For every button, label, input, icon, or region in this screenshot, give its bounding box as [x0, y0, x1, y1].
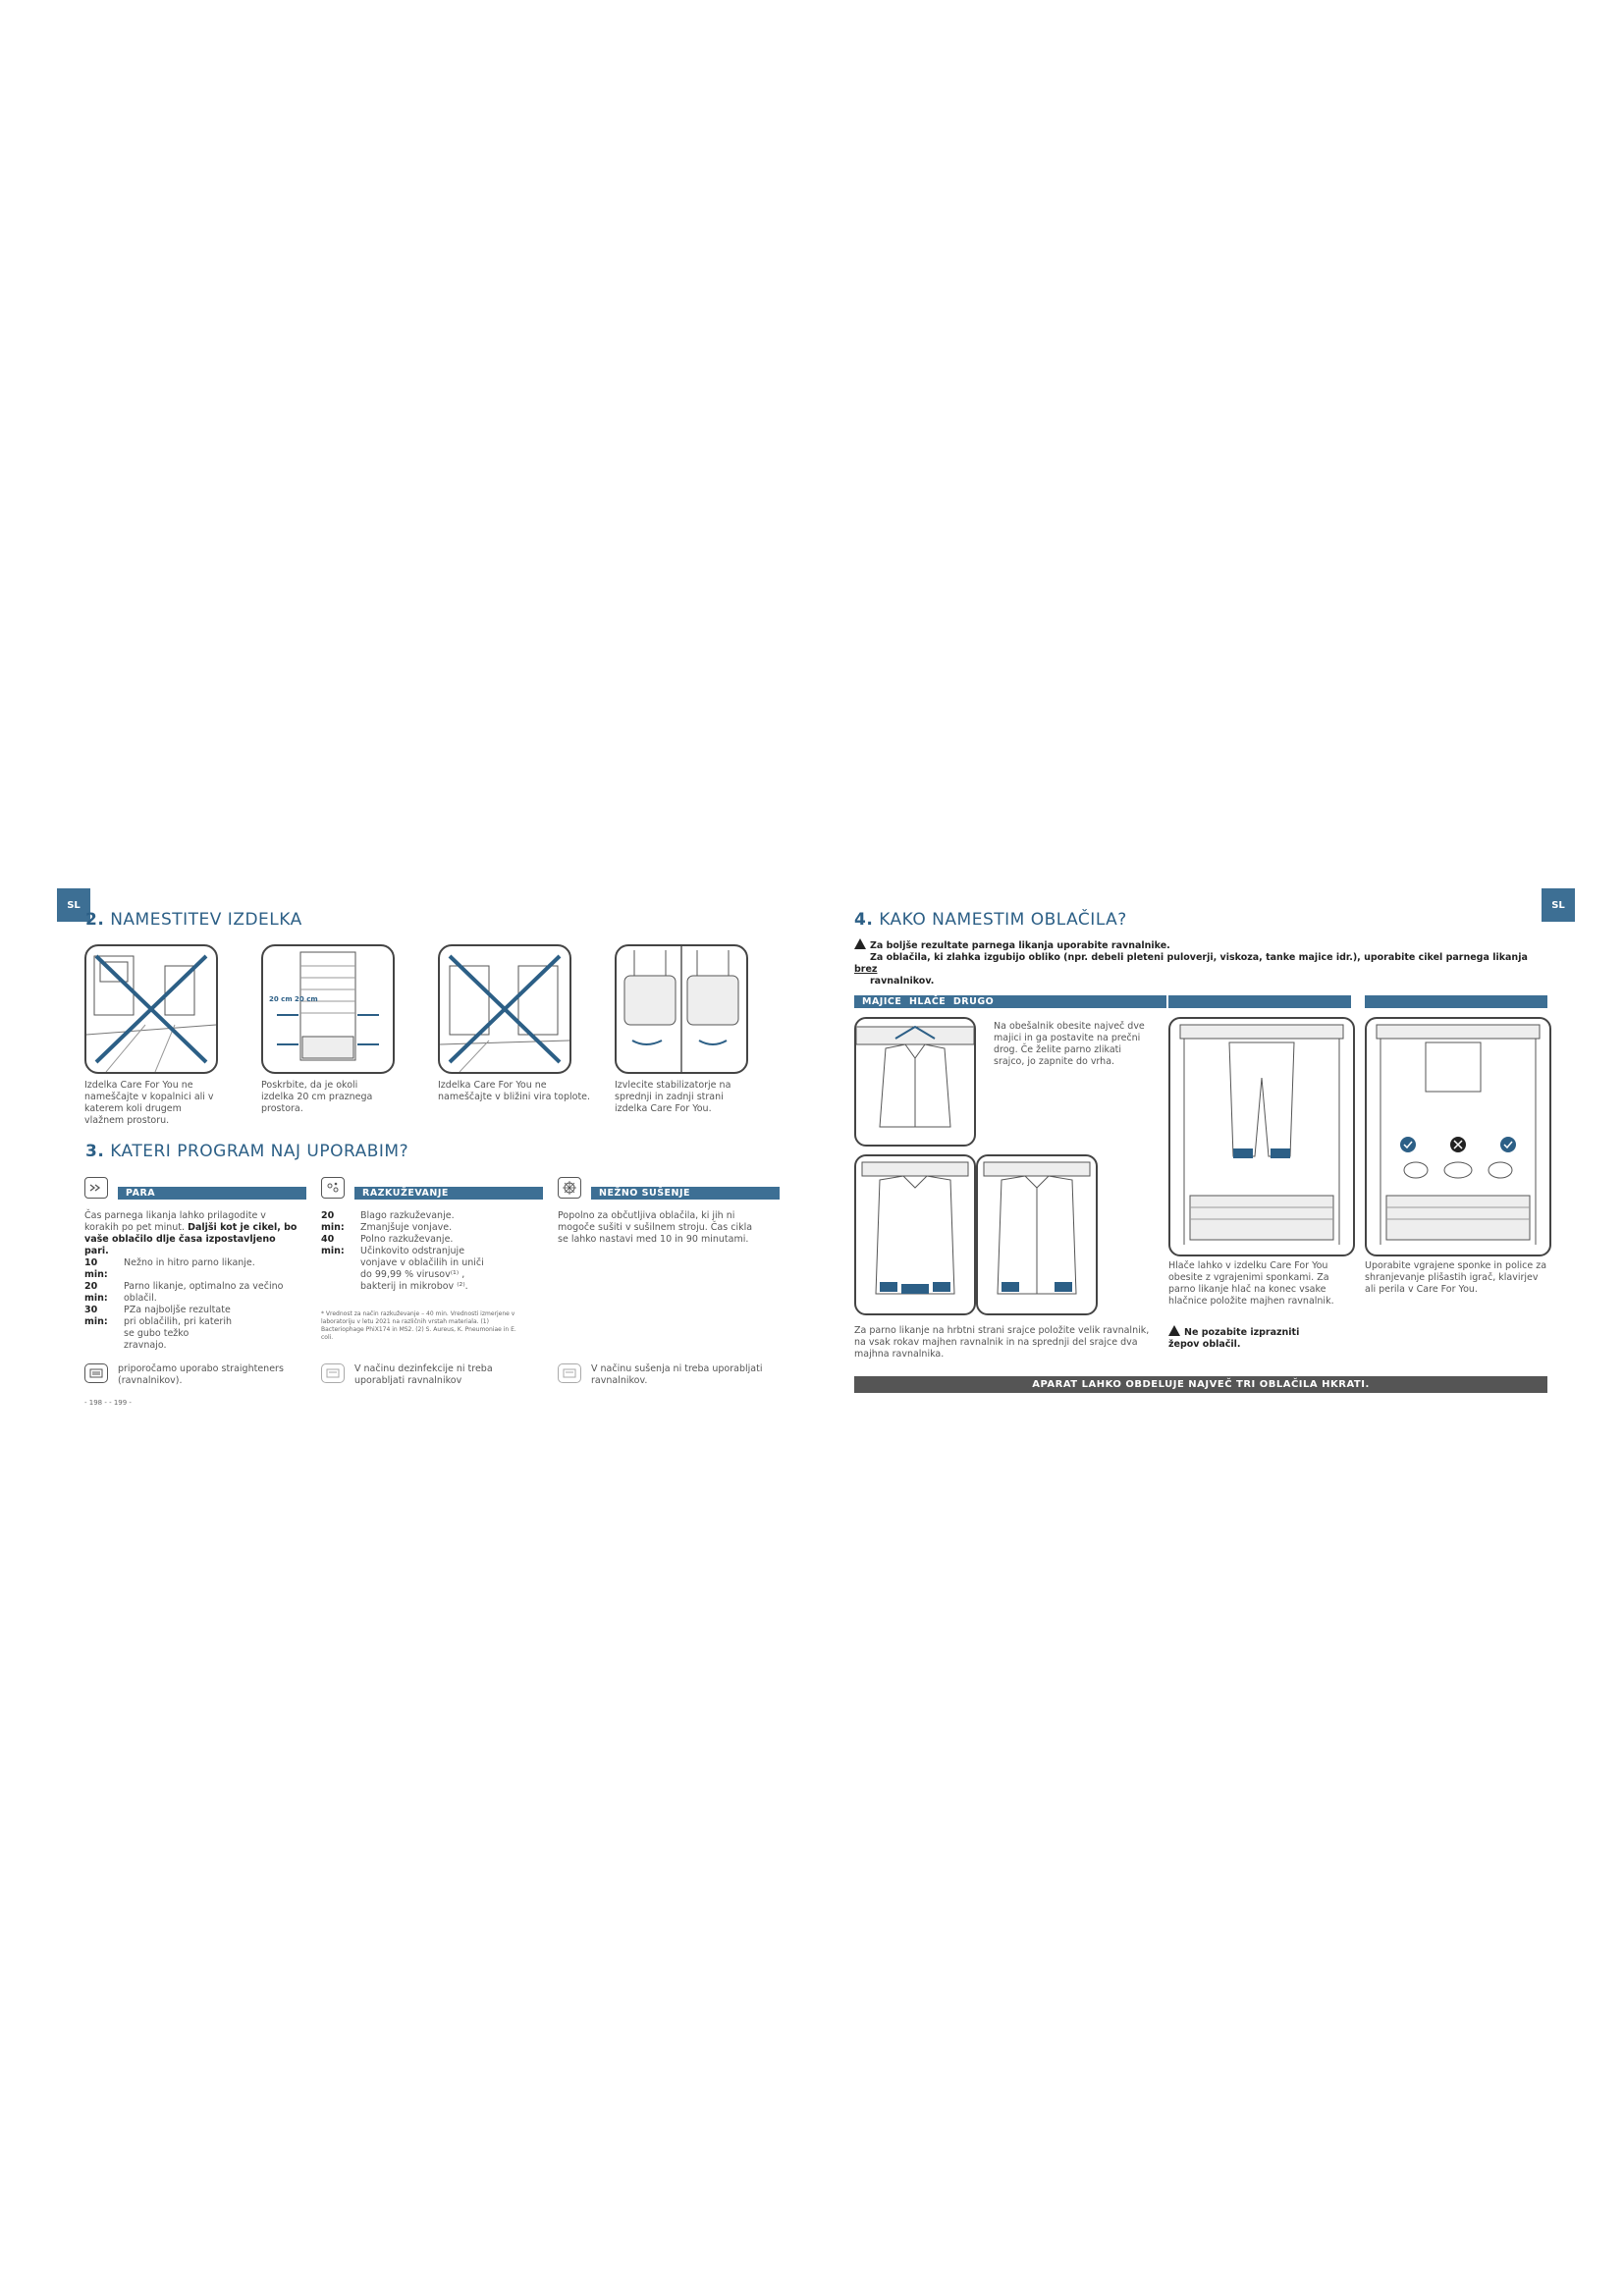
tab-majice-hlace-drugo: MAJICE HLAČE DRUGO: [854, 995, 1166, 1008]
section-2-title: 2. NAMESTITEV IZDELKA: [85, 910, 302, 930]
razkuzevanje-footnote: * Vrednost za način razkuževanje – 40 min. Vrednosti izmerjene v laboratoriju v letu 2021 na različnih vrstah materiala. (1) Bacteriophage PhiX174 in MS2. (2) S. Aureus, K. Pneumoniae in E. coli.: [321, 1310, 516, 1341]
pants-illustration: [1168, 1017, 1355, 1256]
stabilizer-illustration: [615, 944, 748, 1074]
other-items-illustration: [1365, 1017, 1551, 1256]
spacing-illustration: [261, 944, 395, 1074]
steam-icon: [84, 1177, 108, 1199]
straightener-icon: [84, 1363, 108, 1383]
tab-bar-other: [1365, 995, 1547, 1008]
other-text: Uporabite vgrajene sponke in police za shranjevanje plišastih igrač, klavirjev ali perila v Care For You.: [1365, 1260, 1547, 1295]
warning-text: Za boljše rezultate parnega likanja uporabite ravnalnike. Za oblačila, ki zlahka izgubijo obliko (npr. debeli pleteni puloverji, viskoza, tanke majice idr.), uporabite cikel parnega likanja brez ravnalnikov.: [854, 940, 1528, 987]
note-para: priporočamo uporabo straighteners (ravnalnikov).: [118, 1363, 284, 1386]
language-tab: SL: [57, 888, 90, 922]
sanitize-icon: [321, 1177, 345, 1199]
warning-icon: [854, 938, 866, 949]
program-razkuzevanje-header: RAZKUŽEVANJE: [354, 1187, 543, 1200]
language-tab-right: SL: [1542, 888, 1575, 922]
install-caption-2: Poskrbite, da je okoli izdelka 20 cm praznega prostora.: [261, 1080, 373, 1114]
bathroom-forbidden-illustration: [84, 944, 218, 1074]
pants-text: Hlače lahko v izdelku Care For You obesite z vgrajenimi sponkami. Za parno likanje hlač na konec vsake hlačnice položite majhen ravnalnik.: [1168, 1260, 1334, 1307]
shirt-front-straighteners-illustration: [976, 1154, 1098, 1315]
straightener-icon-disabled: [321, 1363, 345, 1383]
section-4-title: 4. KAKO NAMESTIM OBLAČILA?: [854, 910, 1127, 930]
install-caption-1: Izdelka Care For You ne nameščajte v kopalnici ali v katerem koli drugem vlažnem prostoru.: [84, 1080, 214, 1126]
install-caption-3: Izdelka Care For You ne nameščajte v bližini vira toplote.: [438, 1080, 591, 1102]
para-description: Čas parnega likanja lahko prilagodite v korakih po pet minut. Daljši kot je cikel, bo vaše oblačilo dlje časa izpostavljeno pari. 10 min: Nežno in hitro parno likanje. 20 min: Parno likanje, optimalno za večino oblačil. 30 min: PZa najboljše rezultate pri oblačilih, pri katerih se gubo težko zravnajo.: [84, 1210, 298, 1351]
section-3-title: 3. KATERI PROGRAM NAJ UPORABIM?: [85, 1142, 409, 1161]
note-razkuzevanje: V načinu dezinfekcije ni treba uporabljati ravnalnikov: [354, 1363, 493, 1386]
tab-bar-pants: [1168, 995, 1351, 1008]
dimension-label: 20 cm 20 cm: [269, 995, 318, 1003]
page-numbers: - 198 - - 199 -: [84, 1399, 132, 1407]
program-susenje-header: NEŽNO SUŠENJE: [591, 1187, 780, 1200]
program-para-header: PARA: [118, 1187, 306, 1200]
heat-source-forbidden-illustration: [438, 944, 571, 1074]
note-susenje: V načinu sušenja ni treba uporabljati ravnalnikov.: [591, 1363, 763, 1386]
razkuzevanje-description: 20 min: Blago razkuževanje. Zmanjšuje vonjave. 40 min: Polno razkuževanje. Učinkovito odstranjuje vonjave v oblačilih in uniči do 99,99 % virusov⁽¹⁾ , bakterij in mikrobov ⁽²⁾.: [321, 1210, 484, 1292]
pants-warning: Ne pozabite izprazniti žepov oblačil.: [1168, 1327, 1300, 1350]
susenje-description: Popolno za občutljiva oblačila, ki jih ni mogoče sušiti v sušilnem stroju. Čas cikla se lahko nastavi med 10 in 90 minutami.: [558, 1210, 753, 1245]
install-caption-4: Izvlecite stabilizatorje na sprednji in zadnji strani izdelka Care For You.: [615, 1080, 731, 1114]
drying-icon: [558, 1177, 581, 1199]
warning-icon-2: [1168, 1325, 1180, 1336]
shirts-text: Na obešalnik obesite največ dve majici in ga postavite na prečni drog. Če želite parno zlikati srajco, jo zapnite do vrha.: [994, 1021, 1145, 1067]
shirt-hanger-illustration: [854, 1017, 976, 1147]
shirt-back-straighteners-illustration: [854, 1154, 976, 1315]
shirts-bottom-text: Za parno likanje na hrbtni strani srajce položite velik ravnalnik, na vsak rokav majhen ravnalnik in na sprednji del srajce dva majhna ravnalnika.: [854, 1325, 1150, 1360]
capacity-banner: APARAT LAHKO OBDELUJE NAJVEČ TRI OBLAČILA HKRATI.: [854, 1376, 1547, 1393]
straightener-icon-disabled-2: [558, 1363, 581, 1383]
